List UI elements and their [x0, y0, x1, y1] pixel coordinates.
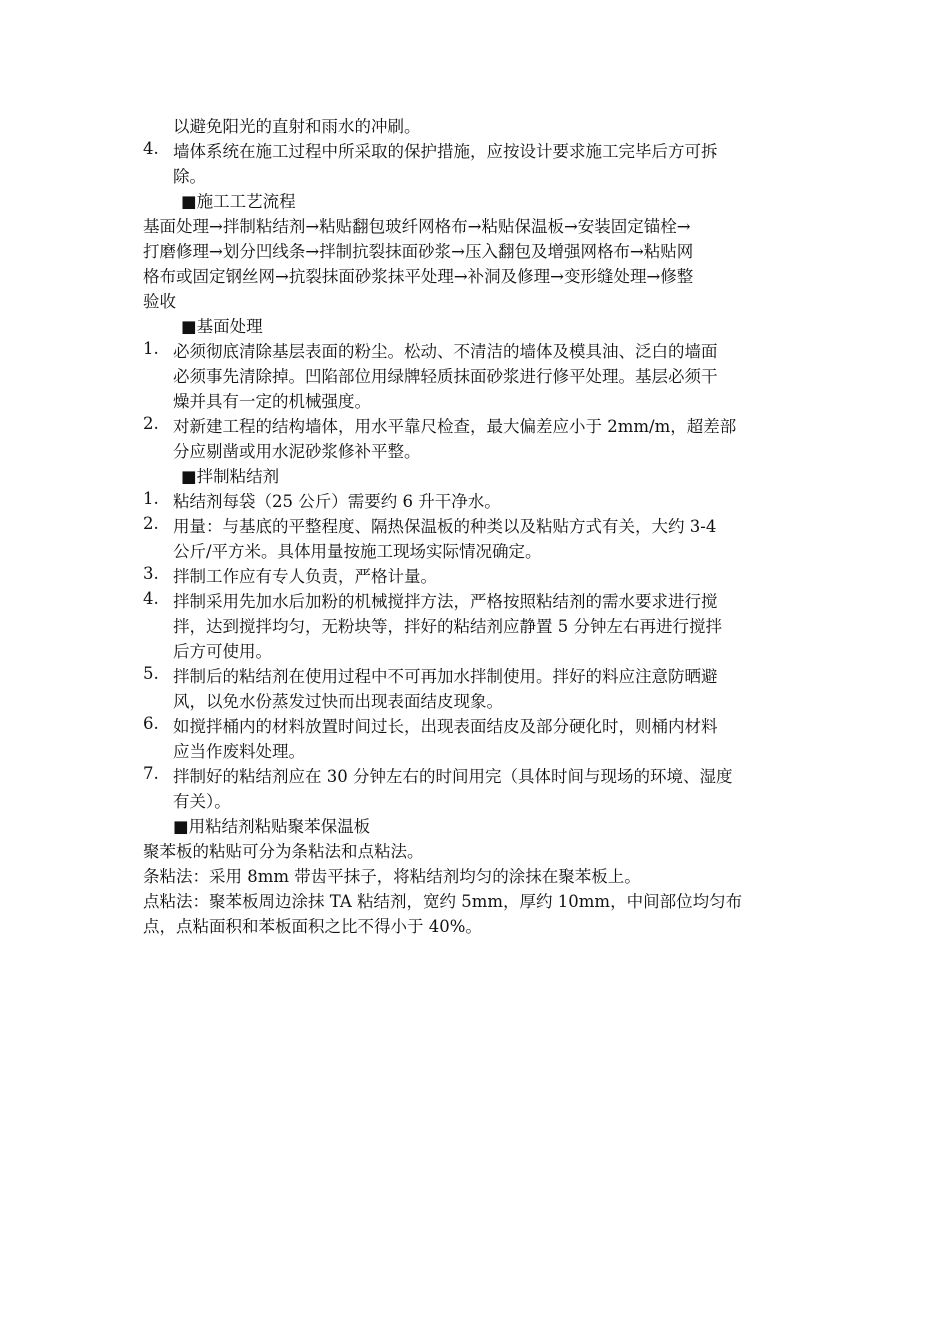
item-text-line: 墙体系统在施工过程中所采取的保护措施，应按设计要求施工完毕后方可拆 [173, 142, 718, 161]
item-text-line: 应当作废料处理。 [173, 742, 305, 761]
paste-line: 条粘法：采用 8mm 带齿平抹子，将粘结剂均匀的涂抹在聚苯板上。 [143, 867, 641, 886]
item-text-line: 拌制工作应有专人负责，严格计量。 [173, 567, 437, 586]
section-heading-process: ■施工工艺流程 [181, 192, 296, 211]
section-heading-base: ■基面处理 [181, 317, 263, 336]
list-item [143, 139, 807, 189]
section-heading-paste: ■用粘结剂粘贴聚苯保温板 [173, 817, 371, 836]
item-text-line: 燥并具有一定的机械强度。 [173, 392, 371, 411]
item-text-line: 拌制后的粘结剂在使用过程中不可再加水拌制使用。拌好的料应注意防晒避 [173, 667, 718, 686]
list-item [143, 664, 807, 714]
item-text-line: 粘结剂每袋（25 公斤）需要约 6 升干净水。 [173, 492, 501, 511]
item-number: 2. [143, 414, 159, 433]
item-text-line: 拌制采用先加水后加粉的机械搅拌方法，严格按照粘结剂的需水要求进行搅 [173, 592, 718, 611]
item-text-line: 风，以免水份蒸发过快而出现表面结皮现象。 [173, 692, 503, 711]
item-text-line: 必须彻底清除基层表面的粉尘。松动、不清洁的墙体及模具油、泛白的墙面 [173, 342, 718, 361]
list-item [143, 514, 807, 564]
item-text-line: 有关）。 [173, 792, 231, 811]
item-text-line: 对新建工程的结构墙体，用水平靠尺检查，最大偏差应小于 2mm/m，超差部 [173, 417, 737, 436]
item-number: 6. [143, 714, 159, 733]
item-text-line: 除。 [173, 167, 206, 186]
item-number: 4. [143, 139, 159, 158]
item-number: 1. [143, 339, 159, 358]
list-item [143, 589, 807, 664]
item-text-line: 用量：与基底的平整程度、隔热保温板的种类以及粘贴方式有关，大约 3-4 [173, 517, 717, 536]
paste-line: 聚苯板的粘贴可分为条粘法和点粘法。 [143, 842, 424, 861]
item-text-line: 拌制好的粘结剂应在 30 分钟左右的时间用完（具体时间与现场的环境、湿度 [173, 767, 733, 786]
item-text-line: 拌，达到搅拌均匀，无粉块等，拌好的粘结剂应静置 5 分钟左右再进行搅拌 [173, 617, 722, 636]
item-number: 1. [143, 489, 159, 508]
document-body [143, 114, 807, 939]
item-text-line: 公斤/平方米。具体用量按施工现场实际情况确定。 [173, 542, 542, 561]
item-text-line: 必须事先清除掉。凹陷部位用绿牌轻质抹面砂浆进行修平处理。基层必须干 [173, 367, 718, 386]
process-line: 基面处理→拌制粘结剂→粘贴翻包玻纤网格布→粘贴保温板→安装固定锚栓→ [143, 217, 691, 236]
list-item [143, 489, 807, 514]
list-item [143, 339, 807, 414]
paste-line: 点，点粘面积和苯板面积之比不得小于 40%。 [143, 917, 482, 936]
item-number: 7. [143, 764, 159, 783]
item-number: 2. [143, 514, 159, 533]
section-heading-mix: ■拌制粘结剂 [181, 467, 280, 486]
process-line: 打磨修理→划分凹线条→拌制抗裂抹面砂浆→压入翻包及增强网格布→粘贴网 [143, 242, 694, 261]
item-text-line: 如搅拌桶内的材料放置时间过长，出现表面结皮及部分硬化时，则桶内材料 [173, 717, 718, 736]
item-number: 4. [143, 589, 159, 608]
process-line: 格布或固定钢丝网→抗裂抹面砂浆抹平处理→补洞及修理→变形缝处理→修整 [143, 267, 694, 286]
item-number: 5. [143, 664, 159, 683]
list-item [143, 564, 807, 589]
item-number: 3. [143, 564, 159, 583]
list-item [143, 764, 807, 814]
item-text-line: 分应剔凿或用水泥砂浆修补平整。 [173, 442, 421, 461]
intro-continuation: 以避免阳光的直射和雨水的冲刷。 [173, 117, 421, 136]
list-item [143, 714, 807, 764]
process-line: 验收 [143, 292, 176, 311]
list-item [143, 414, 807, 464]
paste-line: 点粘法：聚苯板周边涂抹 TA 粘结剂，宽约 5mm，厚约 10mm，中间部位均匀布 [143, 892, 743, 911]
item-text-line: 后方可使用。 [173, 642, 272, 661]
